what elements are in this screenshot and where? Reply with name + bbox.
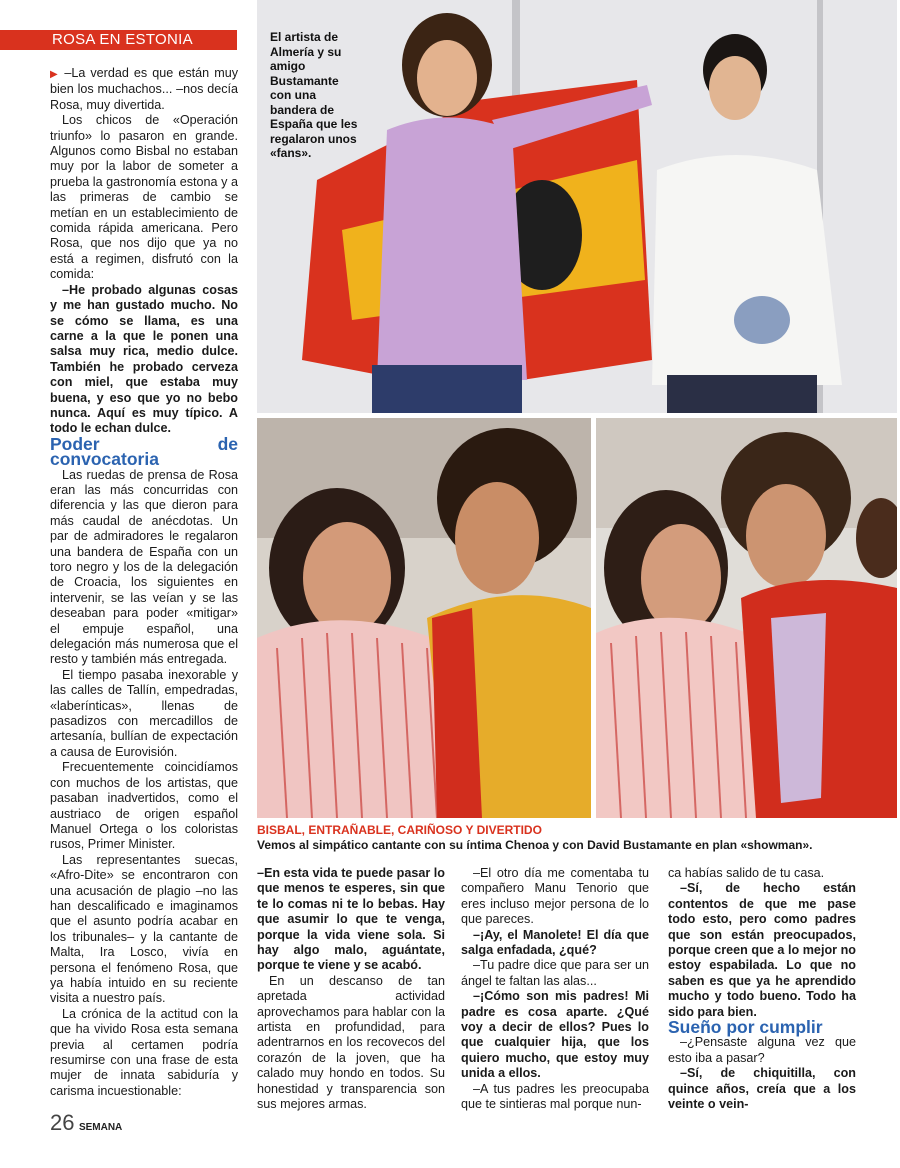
question-paragraph: –A tus padres les preocupaba que te sintieras mal porque nun-: [461, 1081, 649, 1112]
caption-text: Vemos al simpático cantante con su íntima Chenoa y con David Bustamante en plan «showman».: [257, 837, 813, 852]
photo-caption: [257, 823, 897, 852]
column-4: [668, 866, 856, 1113]
answer-paragraph: –Sí, de hecho están contentos de que me pase todo esto, pero como padres que son están preocupados, porque creen que a lo mejor no estoy espabilada. Lo que no saben es que ya he aprendido mucho y todo bueno. Todo ha sido para bien.: [668, 881, 856, 1019]
photo-chenoa-bisbal-1: [257, 418, 591, 818]
column-2: [257, 866, 445, 1113]
question-paragraph: –Tu padre dice que para ser un ángel te faltan las alas...: [461, 958, 649, 988]
body-paragraph: Los chicos de «Operación triunfo» lo pasaron en grande. Algunos como Bisbal no estaban muy por la labor de someter a prueba la gastronomía estona y a las primeras de cambio se metían en un establecimiento de comida rápida americana. Pero Rosa, que nos dijo que ya no está a regimen, disfrutó con la comida:: [50, 113, 238, 282]
body-paragraph: Frecuentemente coincidíamos con muchos de los artistas, que pasaban inadvertidos, como el austriaco de origen español Manuel Ortega o los coloristas rusos, Primer Minister.: [50, 760, 238, 852]
body-paragraph: La crónica de la actitud con la que ha vivido Rosa esta semana previa al certamen podría resumirse con una frase de esta mujer de innata sabiduría y carisma incuestionable:: [50, 1006, 238, 1098]
section-title: ROSA EN ESTONIA: [52, 31, 193, 48]
answer-paragraph: –Sí, de chiquitilla, con quince años, creía que a los veinte o vein-: [668, 1066, 856, 1112]
quote-paragraph: –En esta vida te puede pasar lo que menos te esperes, sin que te lo comas ni te lo bebas. Hay que asumir lo que te venga, porque la vida viene sola. Si hay algo malo, aguántate, porque te viene y se acabó.: [257, 866, 445, 973]
left-column: [50, 66, 238, 1099]
subheading: Sueño por cumplir: [668, 1017, 823, 1038]
subheading: Poder de convocatoria: [50, 433, 238, 470]
body-paragraph: Las representantes suecas, «Afro-Dite» se encontraron con una acusación de plagio –no las han descalificado e imaginamos que el asunto podría acabar en los tribunales– y la cantante de Malta, Ira Losco, vivía en persona el fenómeno Rosa, que ya había intuido en su reciente visita a nuestro país.: [50, 852, 238, 1006]
answer-paragraph: –¡Ay, el Manolete! El día que salga enfadada, ¿qué?: [461, 927, 649, 958]
body-paragraph: Las ruedas de prensa de Rosa eran las más concurridas con diferencia y las que dieron para más caudal de anécdotas. Un par de admiradores le regalaron una bandera de España con un toro negro y los de la delegación de Croacia, los siguientes en intervenir, se las veían y se las deseaban para poder «mitigar» el empuje español, una delegación más numerosa que el resto y también más entregada.: [50, 467, 238, 667]
question-paragraph: –El otro día me comentaba tu compañero Manu Tenorio que eres incluso mejor persona de lo que pareces.: [461, 866, 649, 927]
question-paragraph: –¿Pensaste alguna vez que esto iba a pasar?: [668, 1035, 856, 1065]
body-paragraph: En un descanso de tan apretada actividad aprovechamos para hablar con la artista en profundidad, para adentrarnos en los recovecos del corazón de la joven, que ha calado muy hondo en todos. Su honestidad y transparencia son sus mejores armas.: [257, 973, 445, 1112]
answer-paragraph: –¡Cómo son mis padres! Mi padre es cosa aparte. ¿Qué voy a decir de ellos? Pues lo que cualquier hija, que los quiero mucho, que estoy muy unida a ellos.: [461, 989, 649, 1081]
page-number: 26: [50, 1110, 75, 1135]
photo-image: [257, 418, 591, 818]
top-photo-caption: El artista de Almería y su amigo Bustamante con una bandera de España que les regalaron unos «fans».: [270, 30, 358, 160]
continued-paragraph: ca habías salido de tu casa.: [668, 866, 825, 880]
photo-image: [596, 418, 897, 818]
section-header: [0, 30, 237, 50]
photo-chenoa-bisbal-2: [596, 418, 897, 818]
arrow-icon: ▶: [50, 69, 60, 80]
caption-title: BISBAL, ENTRAÑABLE, CARIÑOSO Y DIVERTIDO: [257, 823, 542, 837]
quote-paragraph: –He probado algunas cosas y me han gustado mucho. No se cómo se llama, es una carne a la que le ponen una salsa muy rica, medio dulce. También he probado cerveza con miel, que estaba muy buena, y eso que yo no bebo nunca. Aquí es muy típico. A todo le echan dulce.: [50, 282, 238, 436]
column-3: [461, 866, 649, 1113]
magazine-name: SEMANA: [78, 1122, 123, 1133]
lead-paragraph: ▶ –La verdad es que están muy bien los muchachos... –nos decía Rosa, muy divertida.: [50, 66, 238, 112]
footer: [50, 1110, 122, 1136]
body-paragraph: El tiempo pasaba inexorable y las calles de Tallín, empedradas, «laberínticas», llenas de pasadizos con mercadillos de artesanía, bullían de expectación a causa de Eurovisión.: [50, 667, 238, 759]
